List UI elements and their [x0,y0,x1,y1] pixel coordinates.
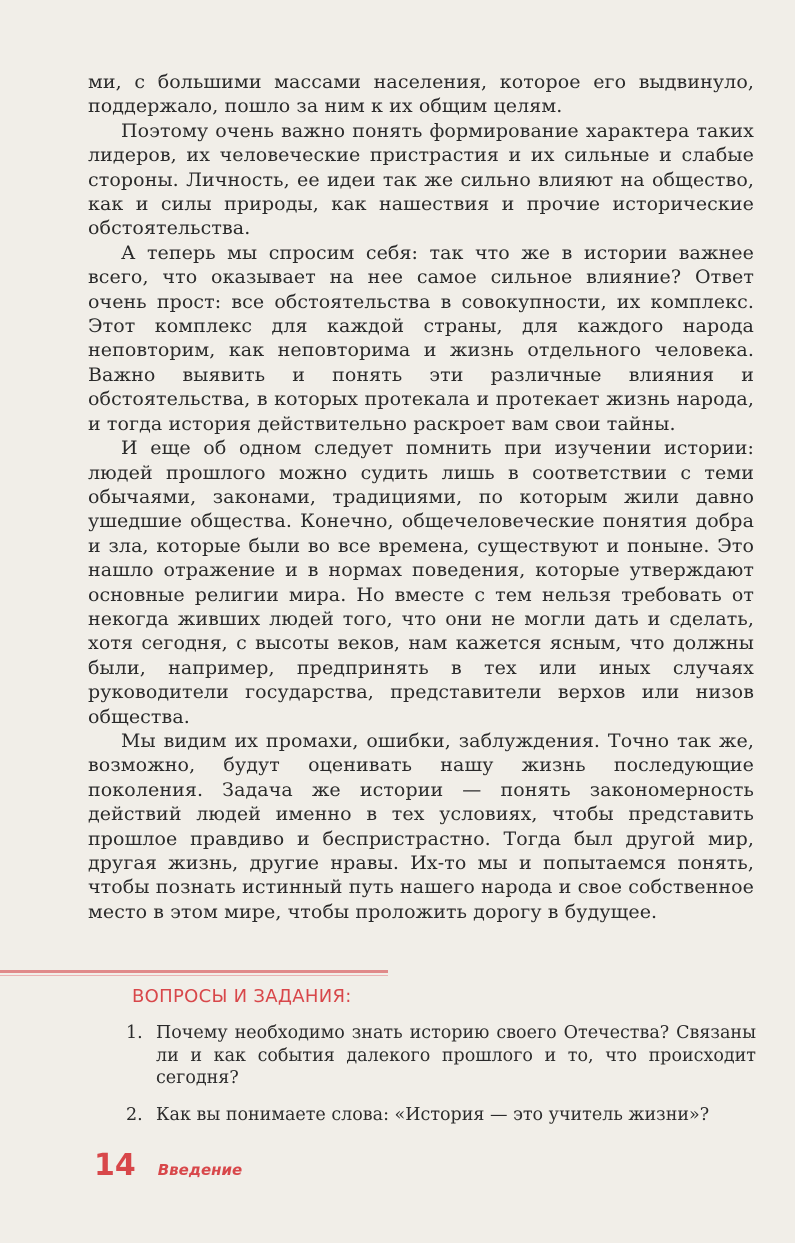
questions-heading: ВОПРОСЫ И ЗАДАНИЯ: [132,986,352,1007]
question-number: 2. [126,1104,143,1125]
section-divider [0,970,388,973]
section-divider-thin [0,975,388,976]
question-text: Как вы понимаете слова: «История — это учитель жизни»? [156,1104,710,1125]
paragraph: Мы видим их промахи, ошибки, заблуждения. Точно так же, возможно, будут оценивать нашу жизнь последующие поколения. Задача же истории — понять закономерность действий людей именно в тех условиях, чтобы представить прошлое правдиво и беспристрастно. Тогда был другой мир, другая жизнь, другие нравы. Их-то мы и попытаемся понять, чтобы познать истинный путь нашего народа и свое собственное место в этом мире, чтобы проложить дорогу в будущее. [88,729,754,923]
main-text [88,70,754,924]
question-item [126,1104,756,1127]
questions-list [126,1022,756,1140]
question-item [126,1022,756,1090]
question-number: 1. [126,1023,143,1043]
page-footer [94,1148,242,1183]
paragraph-continuation: ми, с большими массами населения, которое его выдвинуло, поддержало, пошло за ним к их общим целям. [88,71,754,118]
section-name: Введение [157,1161,243,1179]
paragraph: А теперь мы спросим себя: так что же в истории важнее всего, что оказывает на нее самое сильное влияние? Ответ очень прост: все обстоятельства в совокупности, их комплекс. Этот комплекс для каждой страны, для каждого народа неповторим, как неповторима и жизнь отдельного человека. Важно выявить и понять эти различные влияния и обстоятельства, в которых протекала и протекает жизнь народа, и тогда история действительно раскроет вам свои тайны. [88,241,754,435]
paragraph: Поэтому очень важно понять формирование характера таких лидеров, их человеческие пристрастия и их сильные и слабые стороны. Личность, ее идеи так же сильно влияют на общество, как и силы природы, как нашествия и прочие исторические обстоятельства. [88,119,754,240]
page-number: 14 [94,1148,136,1183]
paragraph: И еще об одном следует помнить при изучении истории: людей прошлого можно судить лишь в соответствии с теми обычаями, законами, традициями, по которым жили давно ушедшие общества. Конечно, общечеловеческие понятия добра и зла, которые были во все времена, существуют и поныне. Это нашло отражение и в нормах поведения, которые утверждают основные религии мира. Но вместе с тем нельзя требовать от некогда живших людей того, что они не могли дать и сделать, хотя сегодня, с высоты веков, нам кажется ясным, что должны были, например, предпринять в тех или иных случаях руководители государства, представители верхов или низов общества. [88,437,754,728]
question-text: Почему необходимо знать историю своего Отечества? Связаны ли и как события далекого прошлого и то, что происходит сегодня? [156,1023,756,1089]
